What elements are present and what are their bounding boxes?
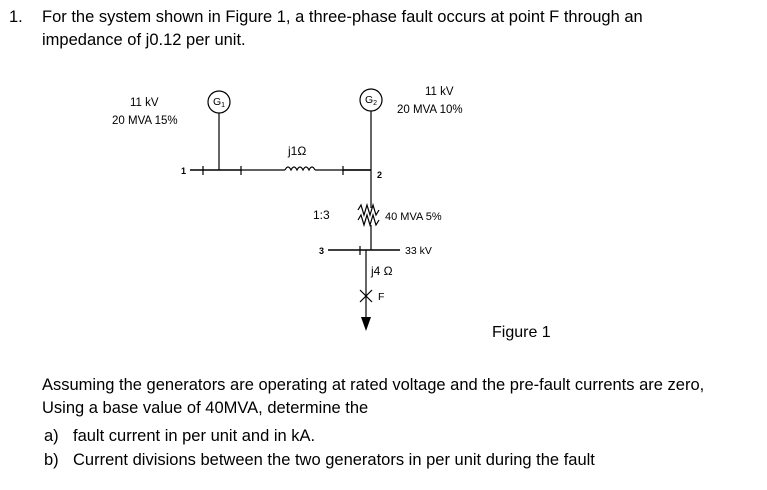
gen2-voltage-label: 11 kV (425, 86, 454, 98)
item-b-marker: b) (44, 451, 59, 469)
gen1-voltage-label: 11 kV (130, 97, 159, 109)
bus-3-label: 3 (319, 246, 325, 256)
ground-arrow-icon (361, 317, 371, 331)
fault-impedance-label: j4 Ω (371, 264, 393, 278)
figure-caption: Figure 1 (492, 324, 551, 341)
gen2-rating-label: 20 MVA 10% (397, 104, 463, 116)
gen2-symbol-label: G2 (365, 94, 378, 107)
body-line-2: Using a base value of 40MVA, determine the (42, 399, 369, 417)
question-line-1: For the system shown in Figure 1, a three-phase fault occurs at point F through an (42, 8, 643, 26)
inductor-symbol (285, 167, 315, 170)
transformer-rating-label: 40 MVA 5% (385, 211, 442, 223)
transformer-winding-2 (358, 215, 379, 225)
transformer-winding-1 (358, 205, 379, 215)
bus-1-label: 1 (181, 166, 187, 176)
fault-point-label: F (378, 291, 385, 303)
question-number: 1. (9, 8, 23, 26)
bus-3-voltage-label: 33 kV (405, 245, 432, 257)
gen1-symbol-label: G1 (213, 96, 226, 109)
transformer-ratio-label: 1:3 (313, 208, 330, 222)
item-b-text: Current divisions between the two generators in per unit during the fault (73, 451, 595, 469)
body-line-1: Assuming the generators are operating at rated voltage and the pre-fault currents are zero, (42, 376, 705, 394)
gen1-rating-label: 20 MVA 15% (112, 115, 178, 127)
item-a-marker: a) (44, 427, 59, 445)
bus-2-label: 2 (377, 170, 383, 180)
question-line-2: impedance of j0.12 per unit. (42, 31, 246, 49)
line-impedance-label: j1Ω (288, 144, 307, 158)
item-a-text: fault current in per unit and in kA. (73, 427, 316, 445)
